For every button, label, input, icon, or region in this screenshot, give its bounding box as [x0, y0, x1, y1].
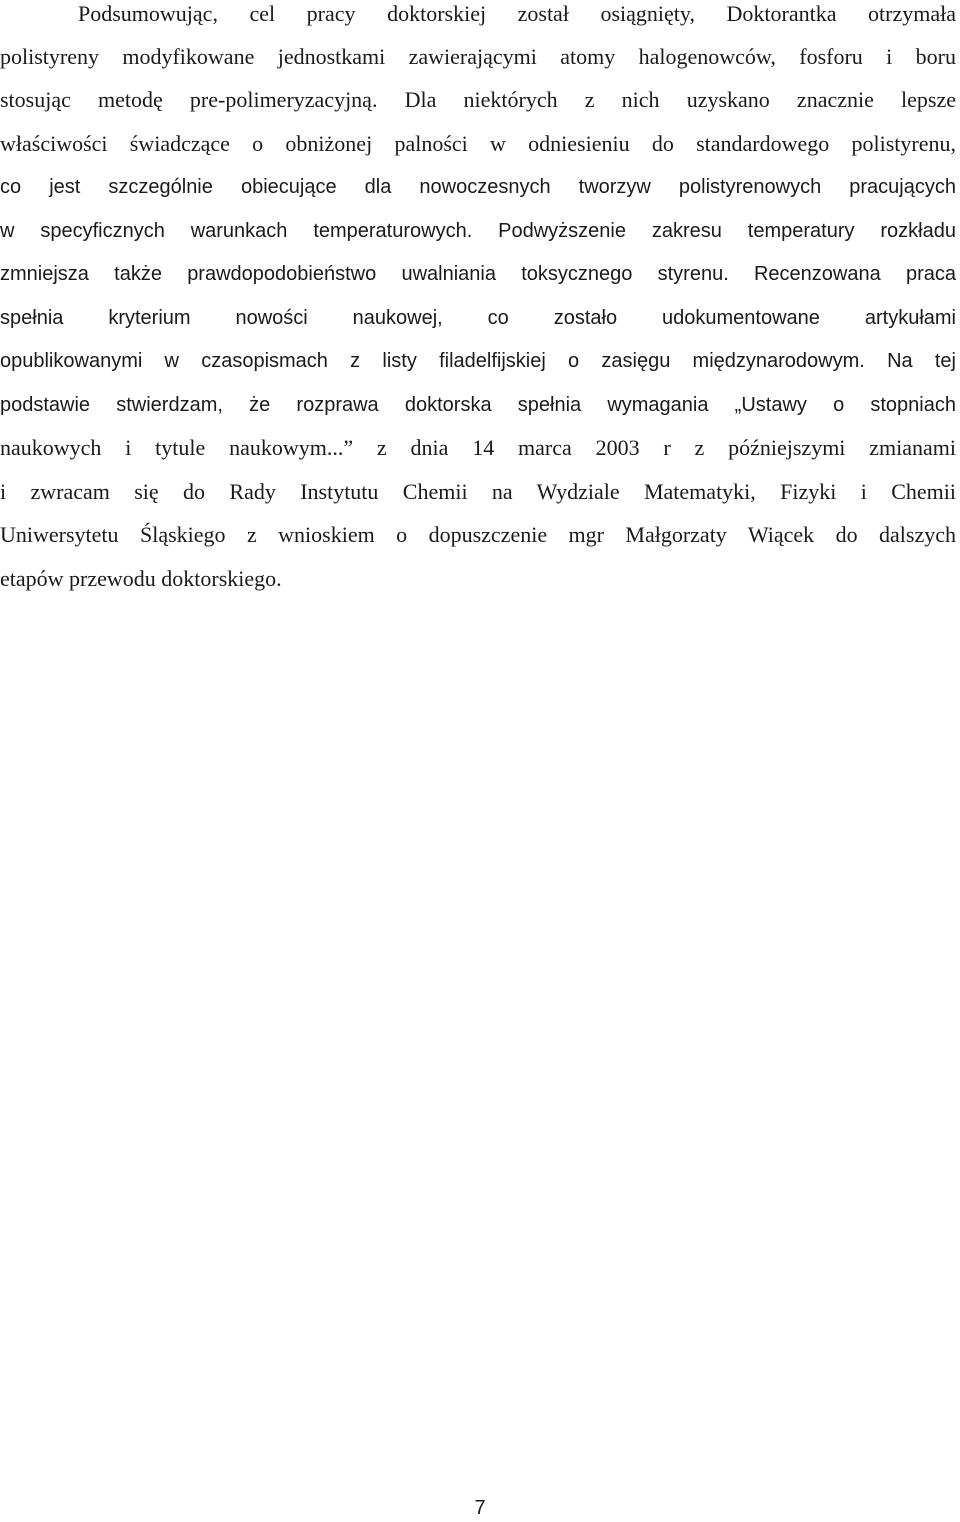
paragraph-line-4: właściwości świadczące o obniżonej palności w odniesieniu do standardowego polistyrenu, [0, 131, 956, 156]
paragraph-line-14: etapów przewodu doktorskiego. [0, 566, 282, 591]
paragraph-line-3: stosując metodę pre-polimeryzacyjną. Dla niektórych z nich uzyskano znacznie lepsze [0, 87, 956, 112]
paragraph-line-13: Uniwersytetu Śląskiego z wnioskiem o dopuszczenie mgr Małgorzaty Wiącek do dalszych [0, 522, 956, 547]
paragraph-line-10: podstawie stwierdzam, że rozprawa doktorska spełnia wymagania „Ustawy o stopniach [0, 394, 956, 416]
paragraph-line-11: naukowych i tytule naukowym...” z dnia 14 marca 2003 r z późniejszymi zmianami [0, 435, 956, 460]
paragraph-line-6: w specyficznych warunkach temperaturowych. Podwyższenie zakresu temperatury rozkładu [0, 220, 956, 242]
page-number: 7 [474, 1497, 486, 1519]
paragraph-line-12: i zwracam się do Rady Instytutu Chemii na Wydziale Matematyki, Fizyki i Chemii [0, 479, 956, 504]
paragraph-line-2: polistyreny modyfikowane jednostkami zawierającymi atomy halogenowców, fosforu i boru [0, 44, 956, 69]
paragraph-line-8: spełnia kryterium nowości naukowej, co zostało udokumentowane artykułami [0, 307, 956, 329]
paragraph-line-5: co jest szczególnie obiecujące dla nowoczesnych tworzyw polistyrenowych pracujących [0, 176, 956, 198]
paragraph-line-7: zmniejsza także prawdopodobieństwo uwalniania toksycznego styrenu. Recenzowana praca [0, 263, 956, 285]
paragraph-line-9: opublikowanymi w czasopismach z listy filadelfijskiej o zasięgu międzynarodowym. Na tej [0, 350, 956, 372]
paragraph-line-1: Podsumowując, cel pracy doktorskiej został osiągnięty, Doktorantka otrzymała [78, 1, 956, 26]
